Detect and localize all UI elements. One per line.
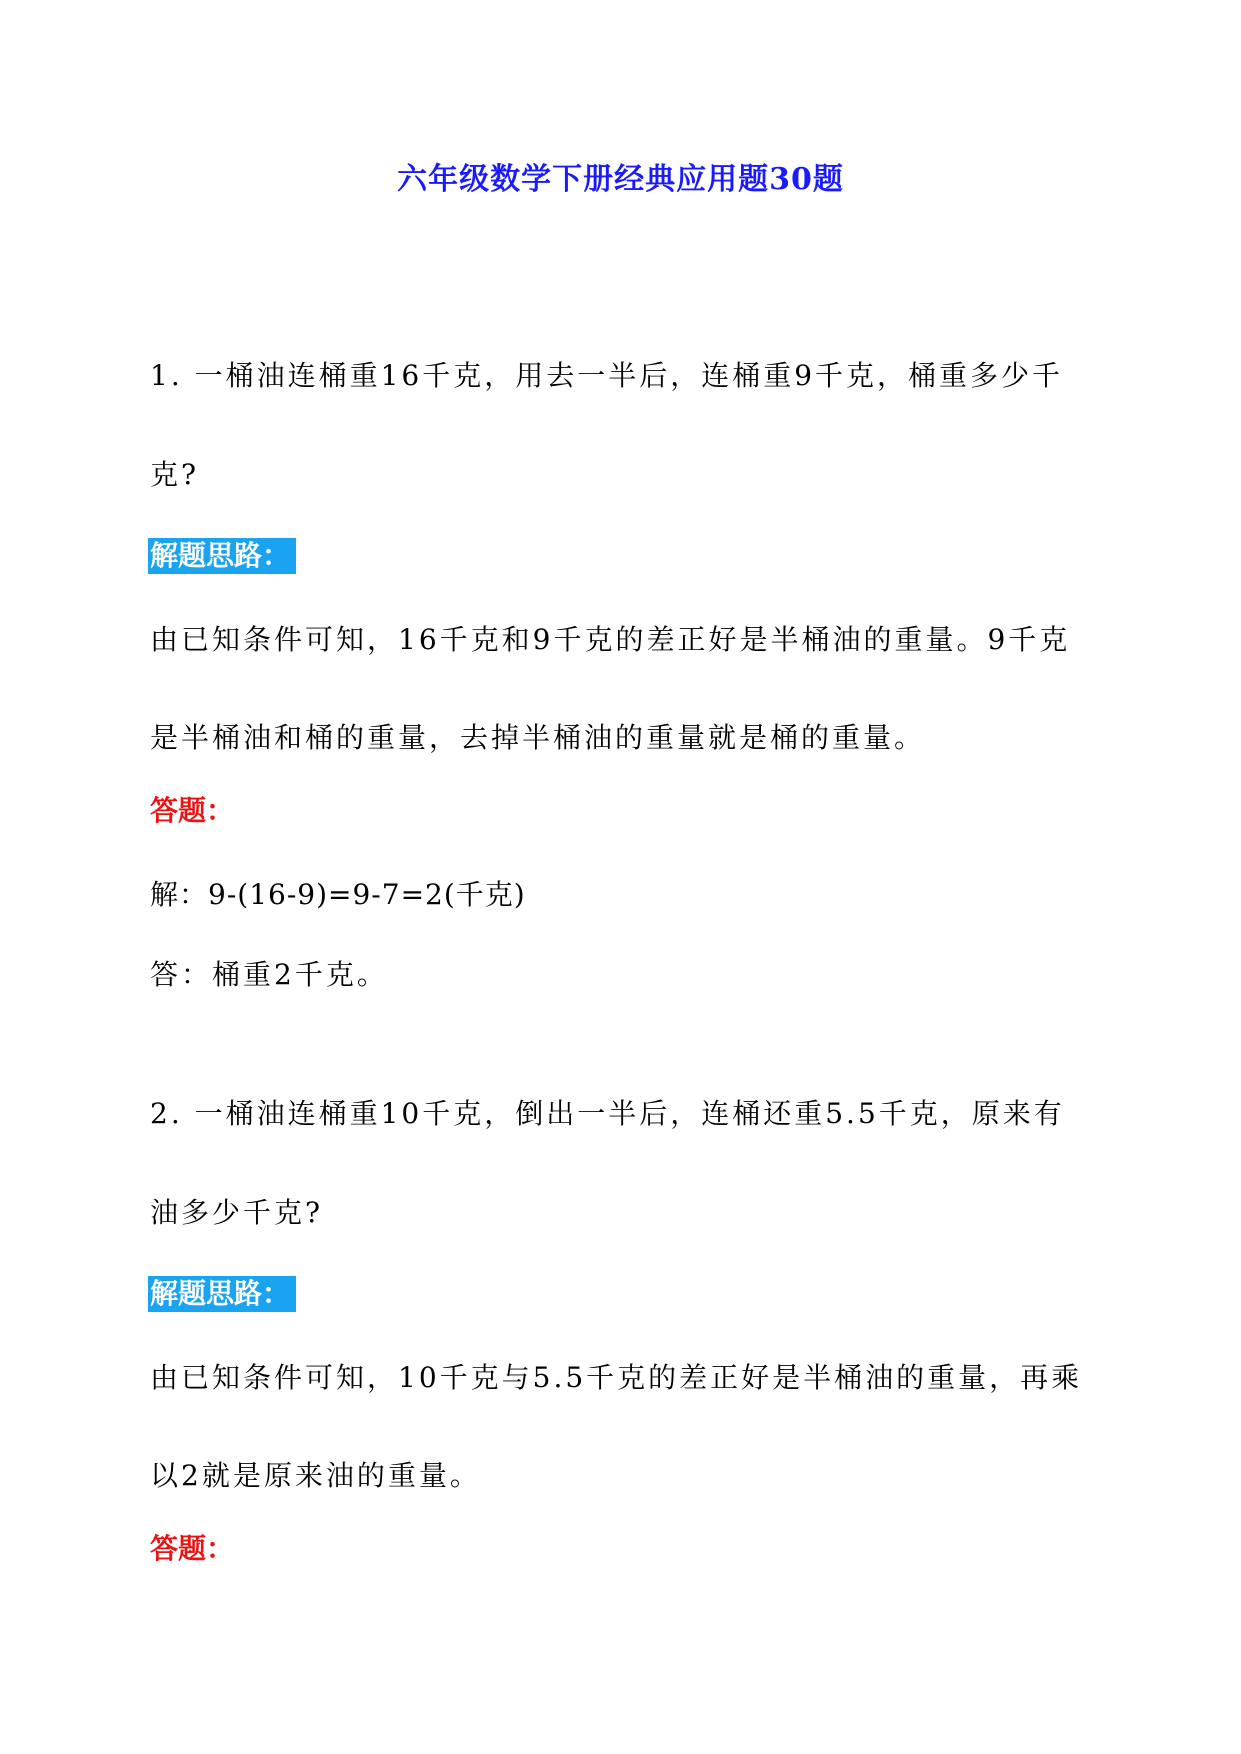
question-line: 1. 一桶油连桶重16千克，用去一半后，连桶重9千克，桶重多少千 [150, 359, 1064, 392]
solution-line: 解：9-(16-9)=9-7=2(千克) [150, 878, 526, 911]
think-line: 是半桶油和桶的重量，去掉半桶油的重量就是桶的重量。 [150, 721, 926, 754]
think-line: 由已知条件可知，16千克和9千克的差正好是半桶油的重量。9千克 [150, 623, 1071, 656]
question-line: 油多少千克? [150, 1196, 324, 1229]
question-line: 克? [150, 458, 200, 491]
think-label: 解题思路： [148, 1276, 296, 1312]
question-line: 2. 一桶油连桶重10千克，倒出一半后，连桶还重5.5千克，原来有 [150, 1097, 1065, 1130]
page-title: 六年级数学下册经典应用题30题 [397, 162, 844, 197]
answer-label: 答题： [150, 1532, 235, 1565]
think-line: 由已知条件可知，10千克与5.5千克的差正好是半桶油的重量，再乘 [150, 1361, 1083, 1394]
answer-label: 答题： [150, 794, 235, 827]
think-label: 解题思路： [148, 538, 296, 574]
think-line: 以2就是原来油的重量。 [150, 1459, 481, 1492]
answer-line: 答：桶重2千克。 [150, 958, 388, 991]
